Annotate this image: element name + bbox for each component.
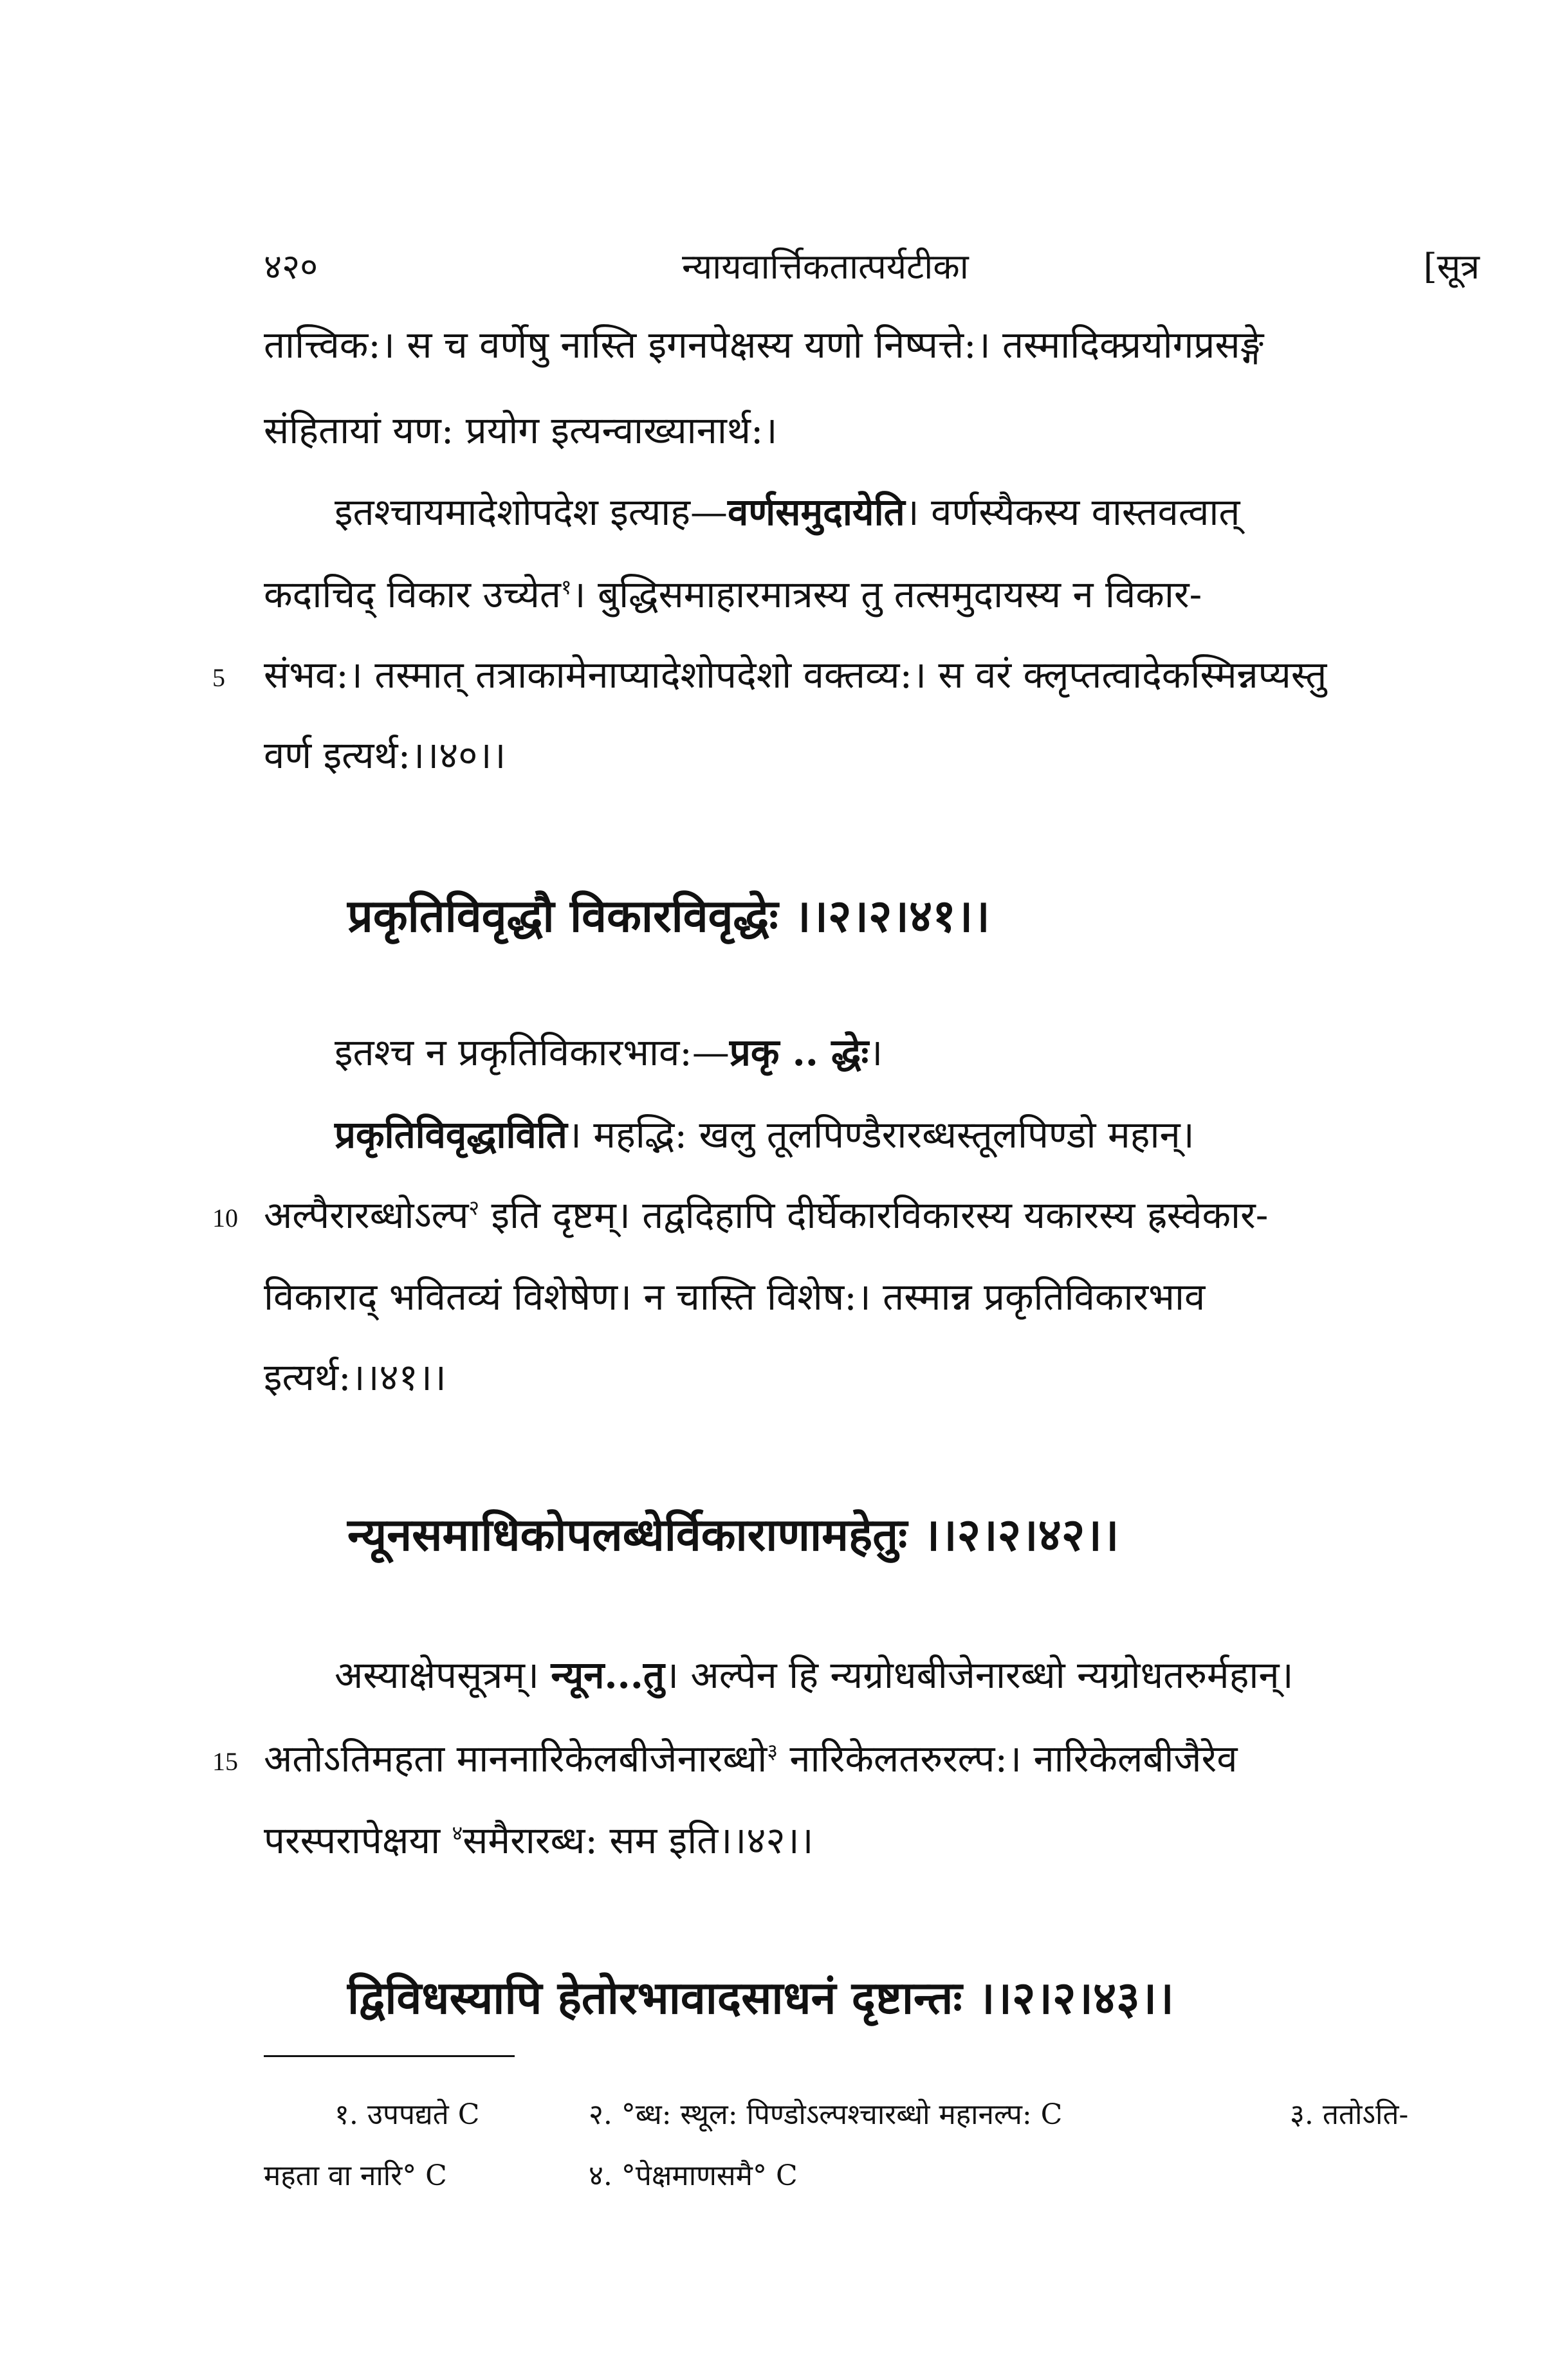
pratika: वर्णसमुदायेति — [728, 490, 905, 534]
text-line: संभव:। तस्मात् तत्राकामेनाप्यादेशोपदेशो वक्तव्य:। स वरं क्लृप्तत्वादेकस्मिन्नप्यस्तु — [264, 653, 1327, 697]
text-line: इतश्चायमादेशोपदेश इत्याह—वर्णसमुदायेति। वर्णस्यैकस्य वास्तवत्वात् — [335, 490, 1240, 534]
pratika: प्रकृतिविवृद्धाविति — [335, 1113, 567, 1157]
text-line: इतश्च न प्रकृतिविकारभाव:—प्रकृ .. द्धेः। — [335, 1030, 883, 1074]
footnote-marker: ३ — [767, 1739, 778, 1764]
running-title: न्यायवार्त्तिकतात्पर्यटीका — [682, 246, 969, 287]
text-line: कदाचिद् विकार उच्येत$^१$। बुद्धिसमाहारमात्रस्य तु तत्समुदायस्य न विकार- — [264, 572, 1202, 616]
line-number: 5 — [212, 663, 225, 692]
pratika: न्यून...तु — [551, 1653, 665, 1697]
text-line: प्रकृतिविवृद्धाविति। महद्भि: खलु तूलपिण्डैरारब्धस्तूलपिण्डो महान्। — [335, 1113, 1195, 1157]
footnote-marker: २ — [468, 1195, 480, 1220]
footnote: १. उपपद्यते C — [335, 2098, 480, 2131]
text-line: अस्याक्षेपसूत्रम्। न्यून...तु। अल्पेन हि न्यग्रोधबीजेनारब्धो न्यग्रोधतरुर्महान्। — [335, 1653, 1294, 1697]
text-line: वर्ण इत्यर्थ:।।४०।। — [264, 733, 506, 777]
line-number: 15 — [212, 1747, 238, 1776]
footnote: ४. °पेक्षमाणसमै° C — [589, 2159, 798, 2192]
line-number: 10 — [212, 1204, 238, 1232]
page-number: ४२० — [264, 246, 318, 287]
footnote-marker: ४ — [452, 1820, 463, 1845]
text-line: इत्यर्थ:।।४१।। — [264, 1355, 446, 1399]
text-line: विकाराद् भवितव्यं विशेषेण। न चास्ति विशेष:। तस्मान्न प्रकृतिविकारभाव — [264, 1275, 1206, 1319]
text-line: तात्त्विक:। स च वर्णेषु नास्ति इगनपेक्षस्य यणो निष्पत्ते:। तस्मादिक्प्रयोगप्रसङ्गे — [264, 323, 1264, 367]
text-line: परस्परापेक्षया $^४$समैरारब्ध: सम इति।।४२।। — [264, 1818, 814, 1862]
footnote: २. °ब्ध: स्थूल: पिण्डोऽल्पश्चारब्धो महानल्प: C — [589, 2098, 1063, 2131]
footnote-marker: १ — [560, 574, 572, 600]
running-header — [264, 241, 1480, 293]
pratika: प्रकृ .. द्धेः — [729, 1030, 869, 1074]
sutra-heading: प्रकृतिविवृद्धौ विकारविवृद्धेः ।।२।२।४१।। — [347, 889, 990, 942]
footnote-rule — [264, 2055, 515, 2057]
text-line: अल्पैरारब्धोऽल्प$^२$ इति दृष्टम्। तद्वदिहापि दीर्घेकारविकारस्य यकारस्य ह्रस्वेकार- — [264, 1193, 1269, 1237]
text-line: अतोऽतिमहता माननारिकेलबीजेनारब्धो$^३$ नारिकेलतरुरल्प:। नारिकेलबीजैरेव — [264, 1737, 1238, 1780]
sutra-heading: द्विविधस्यापि हेतोरभावादसाधनं दृष्टान्तः ।।२।२।४३।। — [347, 1971, 1174, 2024]
text-line: संहितायां यण: प्रयोग इत्यन्वाख्यानार्थ:। — [264, 408, 778, 452]
footnote: महता वा नारि° C — [264, 2159, 447, 2192]
footnote: ३. ततोऽति- — [1290, 2098, 1409, 2131]
section-marker: [सूत्र — [1423, 246, 1480, 287]
sutra-heading: न्यूनसमाधिकोपलब्धेर्विकाराणामहेतुः ।।२।२।४२।। — [347, 1508, 1119, 1561]
